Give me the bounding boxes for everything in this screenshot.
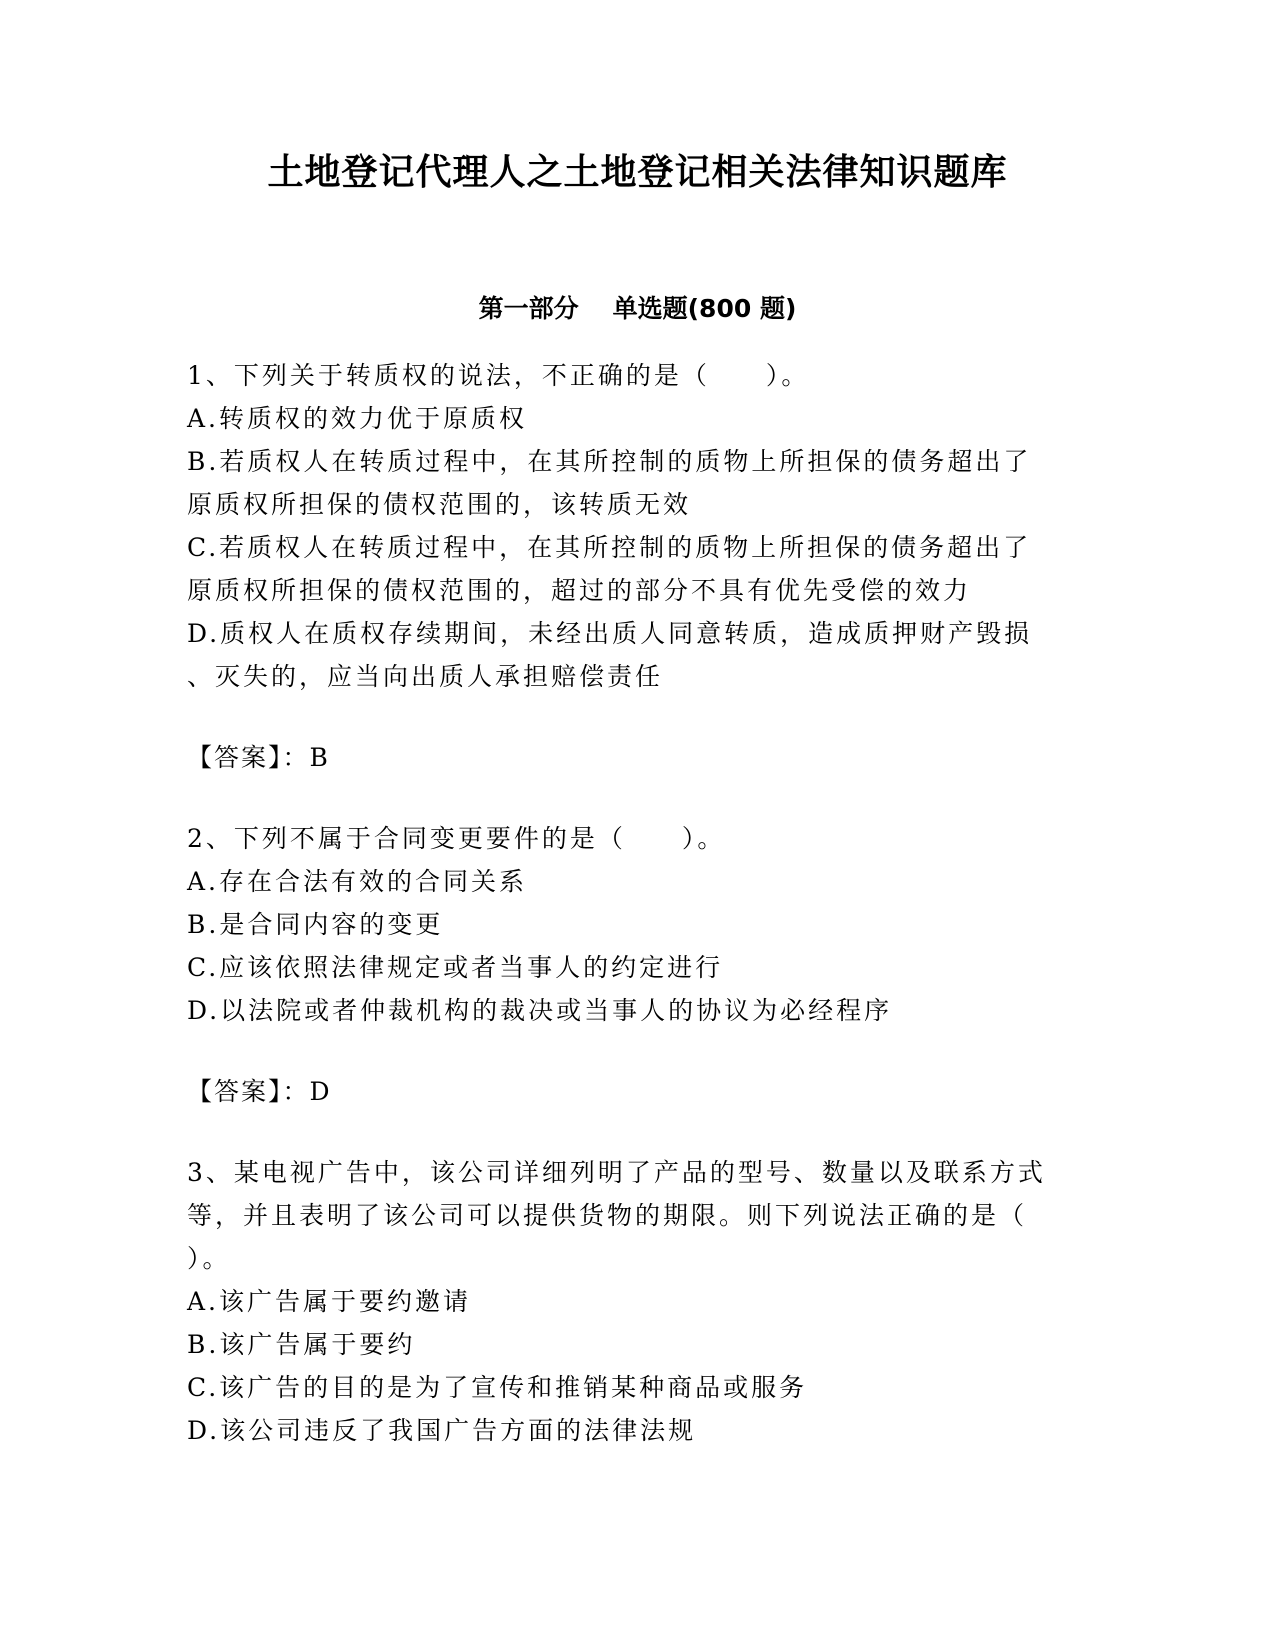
option-b: B.是合同内容的变更 — [187, 910, 444, 939]
option-d-continued: 、灭失的，应当向出质人承担赔偿责任 — [187, 662, 664, 691]
option-d: D.以法院或者仲裁机构的裁决或当事人的协议为必经程序 — [187, 996, 893, 1025]
document-title: 土地登记代理人之土地登记相关法律知识题库 — [267, 152, 1008, 193]
answer: 【答案】：D — [187, 1077, 332, 1106]
option-b: B.若质权人在转质过程中，在其所控制的质物上所担保的债务超出了 — [187, 447, 1032, 476]
question-1 — [187, 354, 1087, 779]
option-c: C.若质权人在转质过程中，在其所控制的质物上所担保的债务超出了 — [187, 533, 1032, 562]
option-c-continued: 原质权所担保的债权范围的，超过的部分不具有优先受偿的效力 — [187, 576, 972, 605]
option-a: A.该广告属于要约邀请 — [187, 1287, 472, 1316]
question-2 — [187, 817, 1087, 1113]
option-d: D.质权人在质权存续期间，未经出质人同意转质，造成质押财产毁损 — [187, 619, 1033, 648]
option-c: C.应该依照法律规定或者当事人的约定进行 — [187, 953, 724, 982]
question-3 — [187, 1151, 1087, 1452]
option-a: A.转质权的效力优于原质权 — [187, 404, 528, 433]
answer: 【答案】：B — [187, 743, 330, 772]
option-d: D.该公司违反了我国广告方面的法律法规 — [187, 1416, 697, 1445]
option-c: C.该广告的目的是为了宣传和推销某种商品或服务 — [187, 1373, 808, 1402]
question-stem-continued: 等，并且表明了该公司可以提供货物的期限。则下列说法正确的是（ — [187, 1201, 1028, 1230]
question-stem: 2、下列不属于合同变更要件的是（ ）。 — [187, 824, 726, 853]
option-a: A.存在合法有效的合同关系 — [187, 867, 528, 896]
section-part: 第一部分 — [478, 294, 579, 323]
question-stem: 1、下列关于转质权的说法，不正确的是（ ）。 — [187, 361, 810, 390]
section-heading — [0, 291, 1275, 327]
option-b: B.该广告属于要约 — [187, 1330, 416, 1359]
question-list — [187, 354, 1087, 1452]
question-stem: 3、某电视广告中，该公司详细列明了产品的型号、数量以及联系方式 — [187, 1158, 1046, 1187]
question-stem-end: ）。 — [187, 1244, 231, 1273]
option-b-continued: 原质权所担保的债权范围的，该转质无效 — [187, 490, 692, 519]
section-name: 单选题(800 题) — [612, 294, 797, 323]
